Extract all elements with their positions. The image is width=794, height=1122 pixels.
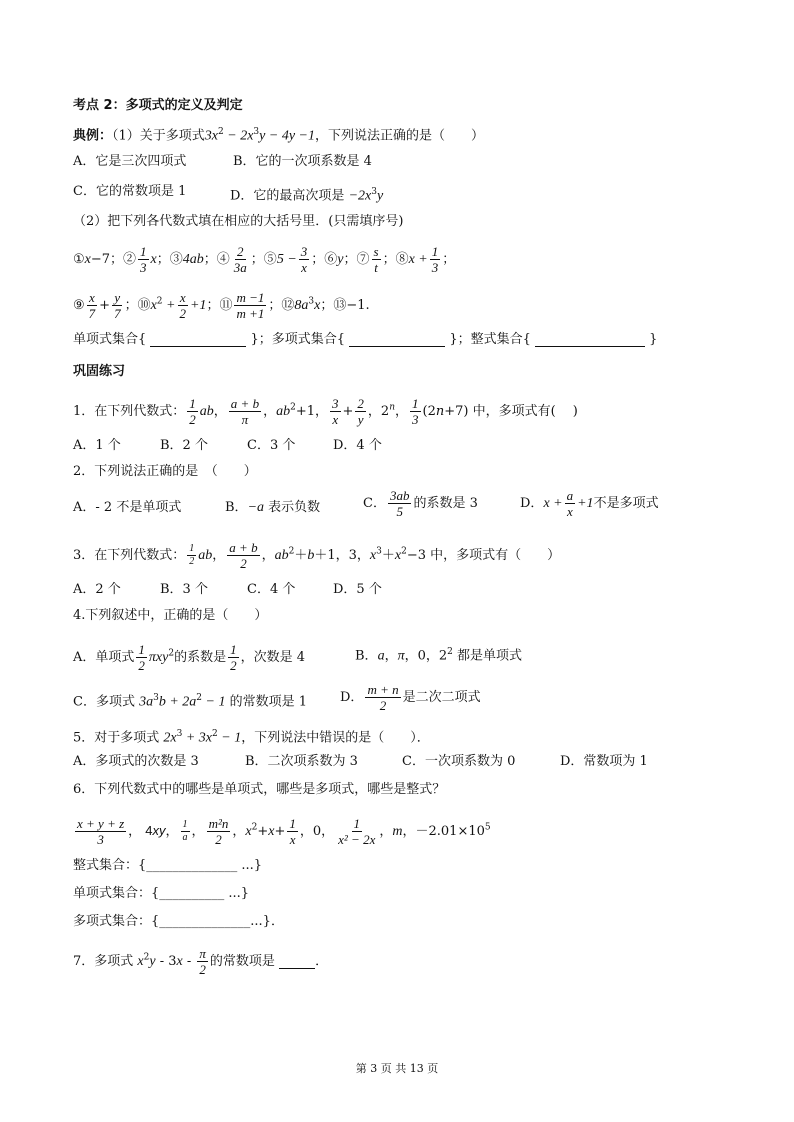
- practice-q5-option-c[interactable]: C．一次项系数为 0: [402, 754, 516, 769]
- practice-q4-option-a[interactable]: A．单项式 $\frac{1}{2}$ πxy$^2$的系数是 $\frac{1}{2}$ ，次数是 4: [73, 642, 305, 673]
- practice-q2-option-d[interactable]: D．x + $\frac{a}{x}$ +1不是多项式: [520, 488, 659, 519]
- practice-question-1: 1．在下列代数式： $\frac{1}{2}$ ab， $\frac{a + b}{\pi}$ ，$ab^2+1$， $\frac{3}{x}$ + $\frac{2}{y}$ ，2$^n$， $\frac{1}{3}$ (2n+7) 中，多项式有( ): [73, 396, 578, 427]
- practice-q5-option-d[interactable]: D．常数项为 1: [560, 754, 648, 769]
- example-label: 典例：: [73, 128, 113, 144]
- practice-q6-monomial-set[interactable]: 单项式集合：{__________ ...}: [73, 886, 250, 901]
- practice-q3-option-d[interactable]: D．5 个: [333, 582, 382, 597]
- practice-question-5: 5．对于多项式 $2x^3 + 3x^2 - 1$，下列说法中错误的是（ ）．: [73, 729, 430, 746]
- practice-q4-option-c[interactable]: C．多项式 $3a^3b + 2a^2 - 1$ 的常数项是 1: [73, 693, 308, 710]
- example-items-row-2: ⑨ $\frac{x}{7}$ + $\frac{y}{7}$ ；$⑩x^2$ + $\frac{x}{2}$ +1；⑪ $\frac{m -1}{m +1}$ ；$⑫8a^3x$；⑬−1.: [73, 290, 370, 321]
- practice-heading: 巩固练习: [73, 364, 126, 379]
- practice-question-2: 2．下列说法正确的是 （ ）: [73, 464, 257, 479]
- practice-q6-integral-set[interactable]: 整式集合：{______________ ...}: [73, 858, 263, 873]
- example-q1-option-c[interactable]: C．它的常数项是 1: [73, 184, 187, 199]
- practice-q3-option-a[interactable]: A．2 个: [73, 582, 121, 597]
- practice-q5-option-b[interactable]: B．二次项系数为 3: [245, 754, 358, 769]
- example-question-1: 典例：（1）关于多项式$3x^2 - 2x^3y - 4y -1$，下列说法正确的是（ ）: [73, 127, 484, 144]
- example-q1-option-d[interactable]: D．它的最高次项是 $-2x^3y$: [230, 187, 384, 204]
- practice-q2-option-b[interactable]: B．−a 表示负数: [225, 500, 321, 515]
- practice-q4-option-b[interactable]: B．a，π，0，$2^2$ 都是单项式: [355, 647, 523, 664]
- practice-q1-option-c[interactable]: C．3 个: [247, 438, 296, 453]
- practice-q4-option-d[interactable]: D． $\frac{m + n}{2}$ 是二次二项式: [340, 682, 481, 713]
- section-title: 考点 2：多项式的定义及判定: [73, 98, 243, 113]
- practice-q6-expressions: $\frac{x + y + z}{3}$ ， 4xy， $\frac{1}{a}$ ， $\frac{\text{m²n}}{2}$ ，$x^2+x+$ $\frac{1}{x}$ ，0， $\frac{1}{\text{x² − 2x}}$ ，m，$-2.01\times 10^5$: [77, 816, 491, 847]
- example-answer-sets[interactable]: 单项式集合{ }；多项式集合{ }；整式集合{ }: [73, 332, 658, 347]
- practice-q2-option-a[interactable]: A．- 2 不是单项式: [73, 500, 182, 515]
- practice-question-6: 6．下列代数式中的哪些是单项式，哪些是多项式，哪些是整式？: [73, 782, 446, 797]
- practice-q3-option-c[interactable]: C．4 个: [247, 582, 296, 597]
- practice-q5-option-a[interactable]: A．多项式的次数是 3: [73, 754, 199, 769]
- practice-q1-option-b[interactable]: B．2 个: [160, 438, 208, 453]
- practice-question-3: 3．在下列代数式： $\frac{1}{2}$ ab， $\frac{a + b}{2}$ ，$ab^2+b+1$，3，$x^3+x^2-3$ 中，多项式有（ ）: [73, 540, 561, 571]
- example-q1-option-a[interactable]: A．它是三次四项式: [73, 154, 187, 169]
- practice-question-7[interactable]: 7．多项式 $x^2y - 3x$ - $\frac{\pi}{2}$ 的常数项是 ．: [73, 946, 329, 977]
- example-items-row-1: ①x−7；② $\frac{1}{3}$ x；③4ab；④ $\frac{2}{3a}$ ；⑤5 − $\frac{3}{x}$ ；⑥y；⑦ $\frac{s}{t}$ ；⑧x + $\frac{1}{3}$ ；: [73, 244, 456, 275]
- practice-q3-option-b[interactable]: B．3 个: [160, 582, 208, 597]
- practice-q6-polynomial-set[interactable]: 多项式集合：{______________...}．: [73, 914, 284, 929]
- page-footer: 第 3 页 共 13 页: [355, 1062, 439, 1075]
- practice-q1-option-a[interactable]: A．1 个: [73, 438, 121, 453]
- practice-question-4: 4.下列叙述中，正确的是（ ）: [73, 608, 268, 623]
- practice-q2-option-c[interactable]: C． $\frac{3ab}{5}$ 的系数是 3: [363, 488, 478, 519]
- example-question-2: （2）把下列各代数式填在相应的大括号里．(只需填序号): [73, 214, 404, 229]
- example-q1-option-b[interactable]: B．它的一次项系数是 4: [233, 154, 372, 169]
- practice-q1-option-d[interactable]: D．4 个: [333, 438, 382, 453]
